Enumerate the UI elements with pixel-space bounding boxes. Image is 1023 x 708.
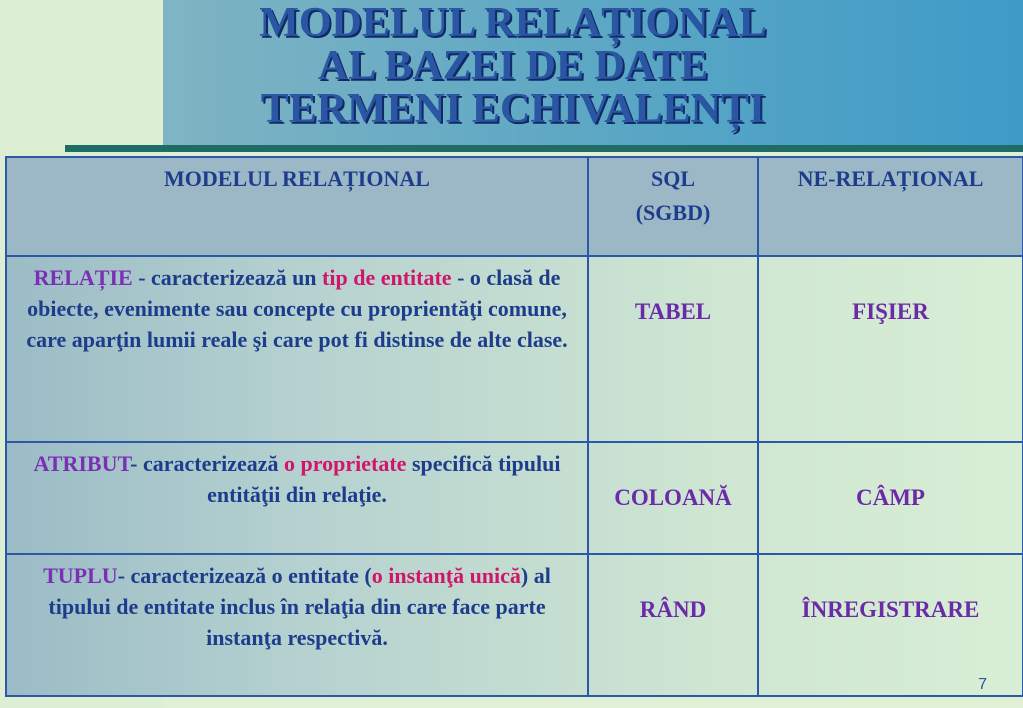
nonrelational-equivalent <box>758 554 1023 696</box>
table-header-row <box>6 157 1023 256</box>
header-relational-label: MODELUL RELAȚIONAL <box>164 166 430 191</box>
nonrel-term: FIŞIER <box>852 299 929 324</box>
equivalent-terms-table <box>5 156 1023 697</box>
sql-term: COLOANĂ <box>614 485 732 510</box>
description-text: - caracterizează un <box>132 265 323 290</box>
description-text: - caracterizează o entitate ( <box>117 563 372 588</box>
title-divider <box>65 145 1023 152</box>
nonrel-term: CÂMP <box>856 485 925 510</box>
table-row <box>6 554 1023 696</box>
page-number: 7 <box>978 676 987 693</box>
row-description <box>6 442 588 554</box>
highlight-text: o instanţă unică <box>371 563 521 588</box>
term-atribut: ATRIBUT <box>33 451 131 476</box>
row-description <box>6 256 588 442</box>
table-row <box>6 442 1023 554</box>
nonrelational-equivalent <box>758 256 1023 442</box>
highlight-text: tip de entitate <box>322 265 452 290</box>
sql-term: RÂND <box>639 597 707 622</box>
header-sql-label: SQL <box>650 166 696 191</box>
header-non-relational <box>758 157 1023 256</box>
sql-equivalent <box>588 256 758 442</box>
table-row <box>6 256 1023 442</box>
nonrelational-equivalent <box>758 442 1023 554</box>
slide-title <box>163 0 863 140</box>
title-line-3: TERMENI ECHIVALENȚI <box>260 86 766 132</box>
nonrel-term: ÎNREGISTRARE <box>801 597 980 622</box>
title-line-2: AL BAZEI DE DATE <box>317 43 709 89</box>
highlight-text: o proprietate <box>284 451 407 476</box>
header-sgbd-label: (SGBD) <box>635 200 711 225</box>
sql-term: TABEL <box>634 299 712 324</box>
sql-equivalent <box>588 442 758 554</box>
sql-equivalent <box>588 554 758 696</box>
header-nonrel-label: NE-RELAȚIONAL <box>797 166 984 191</box>
description-text: - caracterizează <box>130 451 285 476</box>
description-text: ) al tipului de entitate inclus în relaţia din care face parte instanţa respectivă. <box>48 563 551 650</box>
title-line-1: MODELUL RELAȚIONAL <box>259 0 767 46</box>
header-sql <box>588 157 758 256</box>
term-tuplu: TUPLU <box>43 563 118 588</box>
header-relational-model <box>6 157 588 256</box>
description-text: specifică tipului entităţii din relaţie. <box>207 451 561 507</box>
term-relatie: RELAȚIE <box>33 265 133 290</box>
row-description <box>6 554 588 696</box>
description-text: - o clasă de obiecte, evenimente sau concepte cu proprientăţi comune, care aparţin lumii reale şi care pot fi distinse de alte clase. <box>26 265 568 352</box>
